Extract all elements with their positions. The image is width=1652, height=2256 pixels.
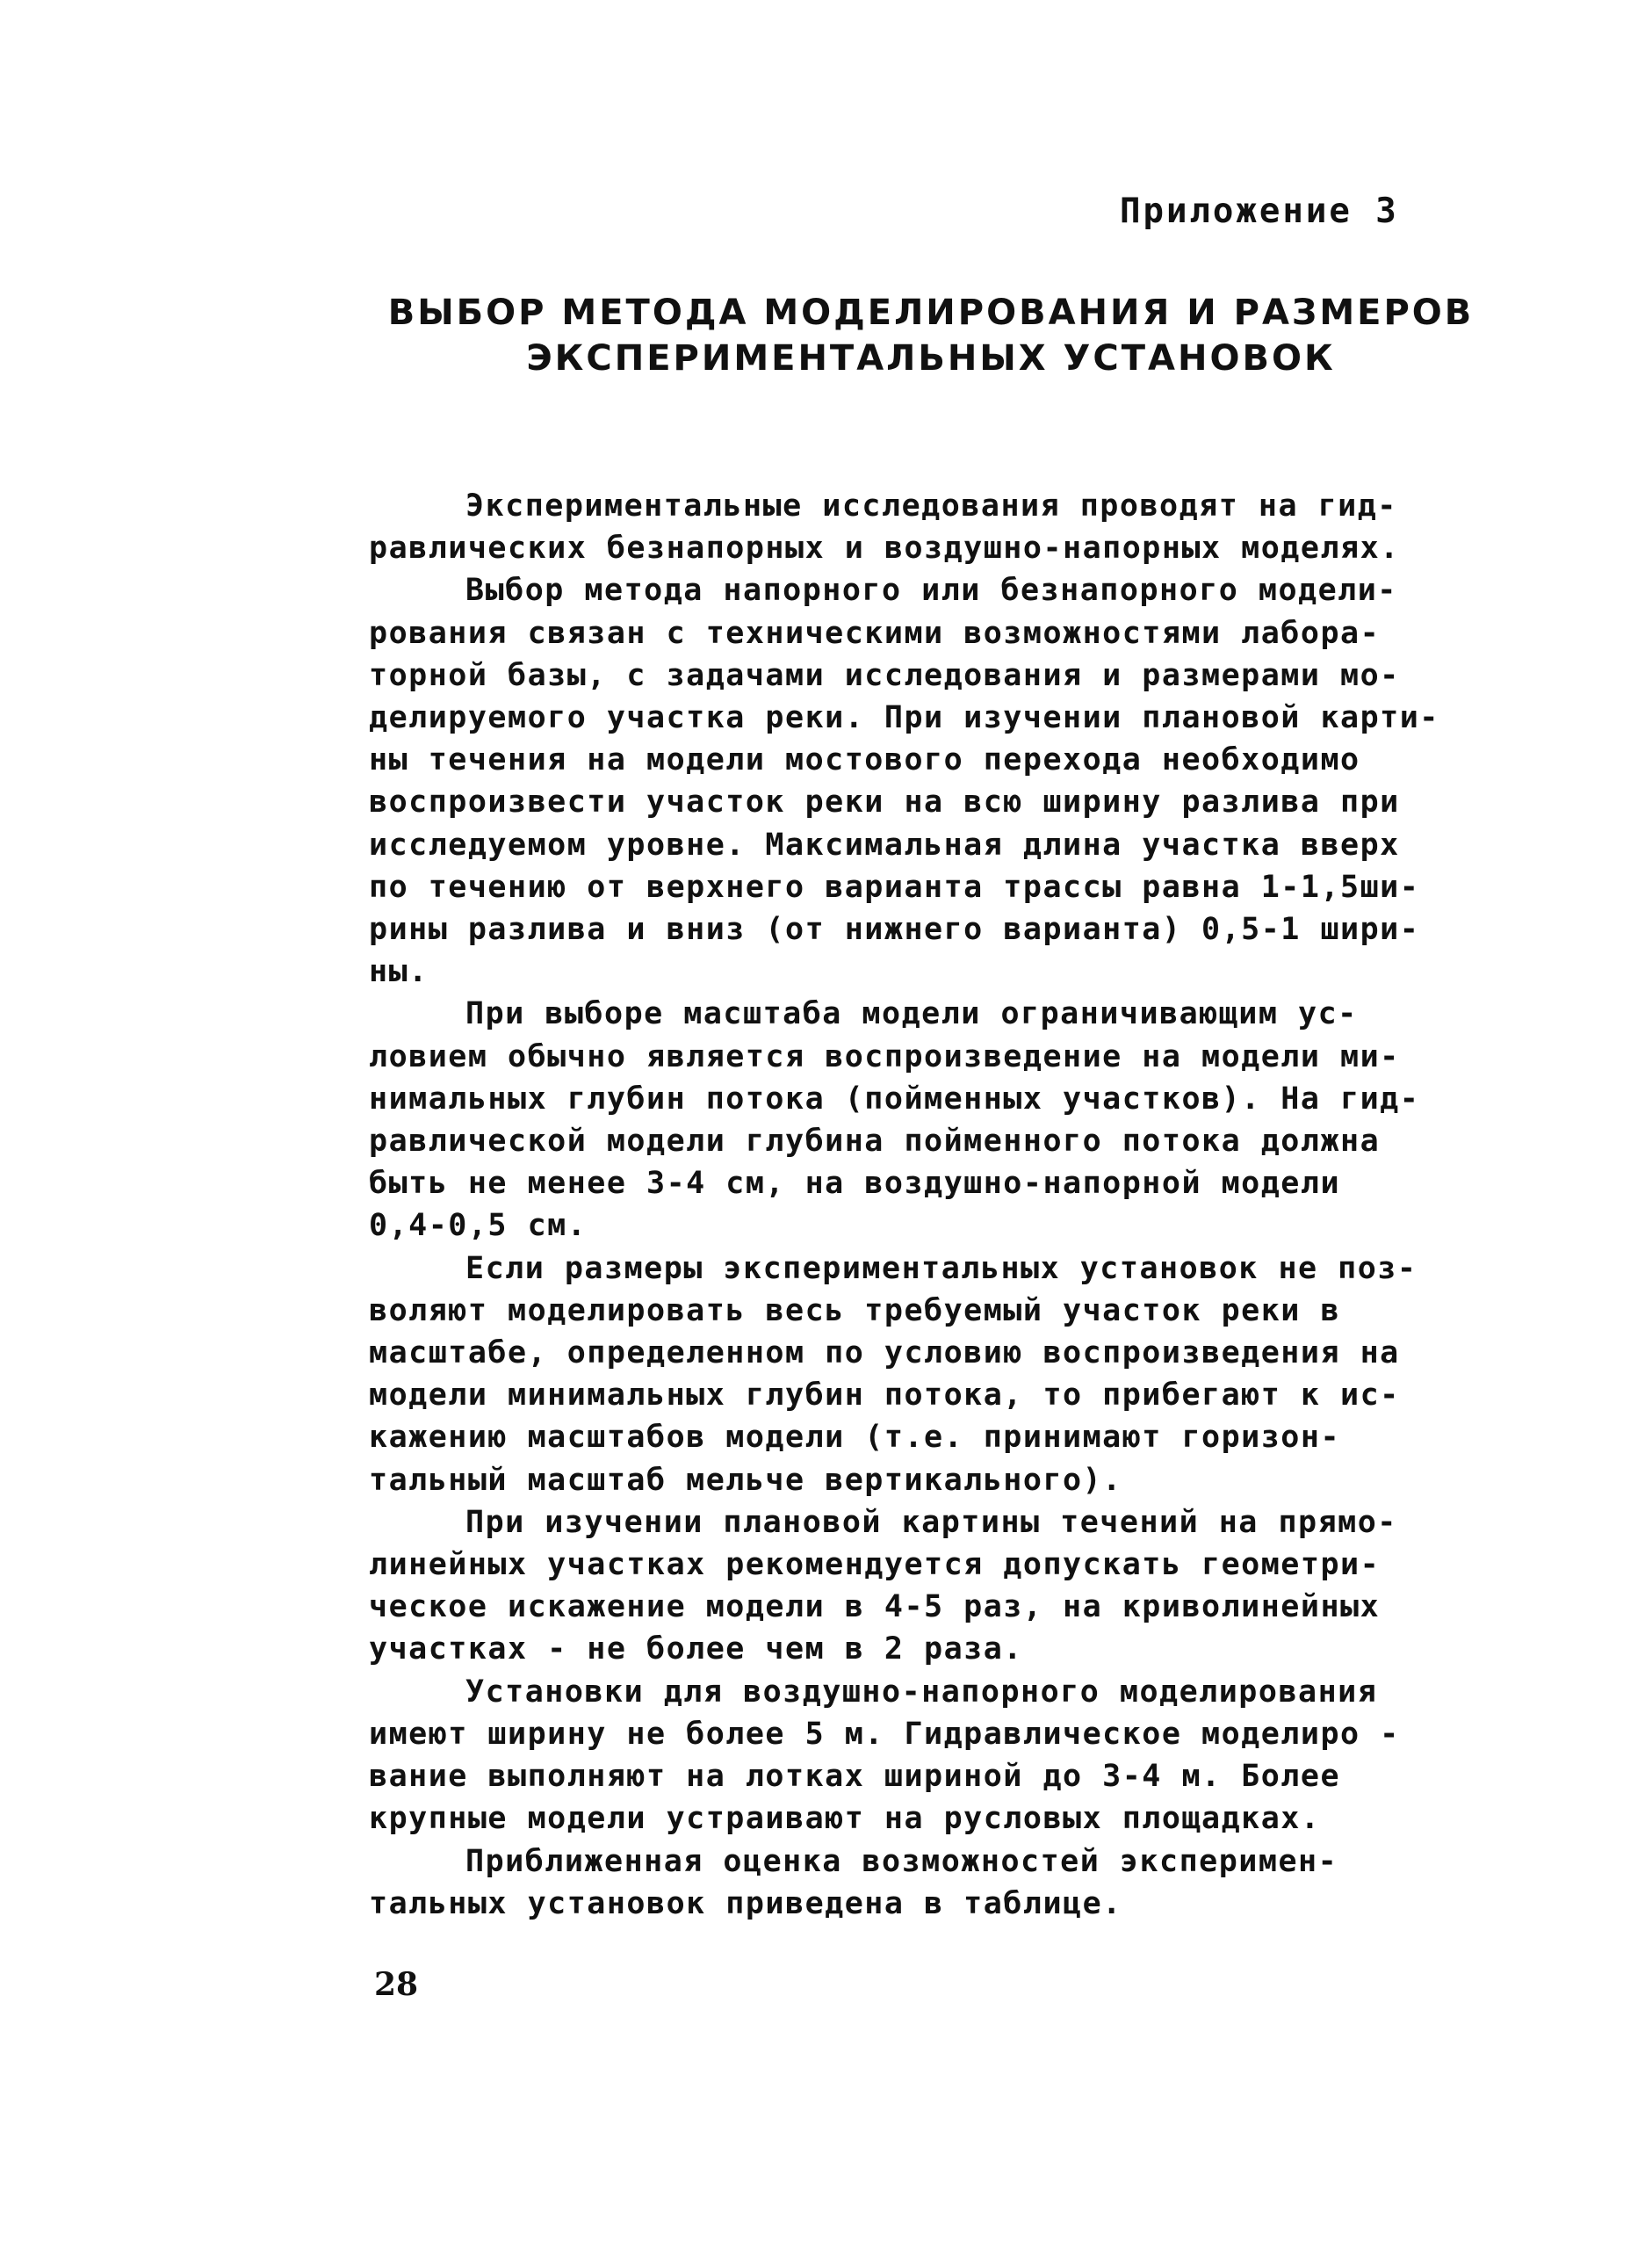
paragraph-line: исследуемом уровне. Максимальная длина участка вверх bbox=[369, 827, 1400, 863]
paragraph-line: крупные модели устраивают на русловых площадках. bbox=[369, 1801, 1321, 1837]
paragraph-line: тальных установок приведена в таблице. bbox=[369, 1885, 1122, 1921]
paragraph-line: рины разлива и вниз (от нижнего варианта) 0,5-1 шири- bbox=[369, 912, 1420, 948]
paragraph-line: линейных участках рекомендуется допускать геометри- bbox=[369, 1547, 1381, 1583]
title-line: ЭКСПЕРИМЕНТАЛЬНЫХ УСТАНОВОК bbox=[526, 338, 1336, 379]
paragraph-line: 0,4-0,5 см. bbox=[369, 1208, 588, 1244]
paragraph-line: быть не менее 3-4 см, на воздушно-напорной модели bbox=[369, 1166, 1341, 1202]
paragraph-line: масштабе, определенном по условию воспроизведения на bbox=[369, 1335, 1400, 1371]
paragraph-line: участках - не более чем в 2 раза. bbox=[369, 1631, 1023, 1667]
paragraph-line: Экспериментальные исследования проводят на гид- bbox=[465, 488, 1397, 524]
paragraph-line: модели минимальных глубин потока, то прибегают к ис- bbox=[369, 1377, 1400, 1414]
paragraph-line: ческое искажение модели в 4-5 раз, на криволинейных bbox=[369, 1589, 1381, 1625]
page-title bbox=[386, 290, 1475, 381]
paragraph-line: делируемого участка реки. При изучении плановой карти- bbox=[369, 700, 1439, 736]
appendix-label: Приложение 3 bbox=[1120, 192, 1399, 231]
paragraph-line: воляют моделировать весь требуемый участок реки в bbox=[369, 1292, 1341, 1328]
paragraph-line: кажению масштабов модели (т.е. принимают горизон- bbox=[369, 1420, 1341, 1456]
paragraph-line: ны течения на модели мостового перехода необходимо bbox=[369, 742, 1360, 778]
paragraph-line: воспроизвести участок реки на всю ширину разлива при bbox=[369, 785, 1400, 821]
paragraph-line: При выборе масштаба модели ограничивающим ус- bbox=[465, 996, 1358, 1032]
paragraph-line: равлических безнапорных и воздушно-напорных моделях. bbox=[369, 531, 1400, 567]
paragraph-line: Выбор метода напорного или безнапорного модели- bbox=[465, 573, 1397, 609]
paragraph-line: Приближенная оценка возможностей эксперимен- bbox=[465, 1843, 1338, 1879]
paragraph-line: имеют ширину не более 5 м. Гидравлическое моделиро - bbox=[369, 1716, 1400, 1752]
page-number: 28 bbox=[374, 1966, 419, 2003]
paragraph-line: ловием обычно является воспроизведение на модели ми- bbox=[369, 1038, 1400, 1074]
paragraph-line: рования связан с техническими возможностями лабора- bbox=[369, 615, 1381, 651]
title-line: ВЫБОР МЕТОДА МОДЕЛИРОВАНИЯ И РАЗМЕРОВ bbox=[387, 293, 1475, 333]
paragraph-line: равлической модели глубина пойменного потока должна bbox=[369, 1124, 1381, 1160]
paragraph-line: При изучении плановой картины течений на прямо- bbox=[465, 1504, 1397, 1540]
paragraph-line: вание выполняют на лотках шириной до 3-4 м. Более bbox=[369, 1759, 1341, 1795]
paragraph-line: Если размеры экспериментальных установок не поз- bbox=[465, 1250, 1418, 1286]
body-text bbox=[369, 485, 1502, 1925]
paragraph-line: нимальных глубин потока (пойменных участков). На гид- bbox=[369, 1081, 1420, 1117]
paragraph-line: тальный масштаб мельче вертикального). bbox=[369, 1462, 1122, 1498]
paragraph-line: по течению от верхнего варианта трассы равна 1-1,5ши- bbox=[369, 869, 1420, 905]
paragraph-line: торной базы, с задачами исследования и размерами мо- bbox=[369, 657, 1400, 693]
paragraph-line: Установки для воздушно-напорного моделирования bbox=[465, 1674, 1378, 1710]
paragraph-line: ны. bbox=[369, 954, 429, 990]
